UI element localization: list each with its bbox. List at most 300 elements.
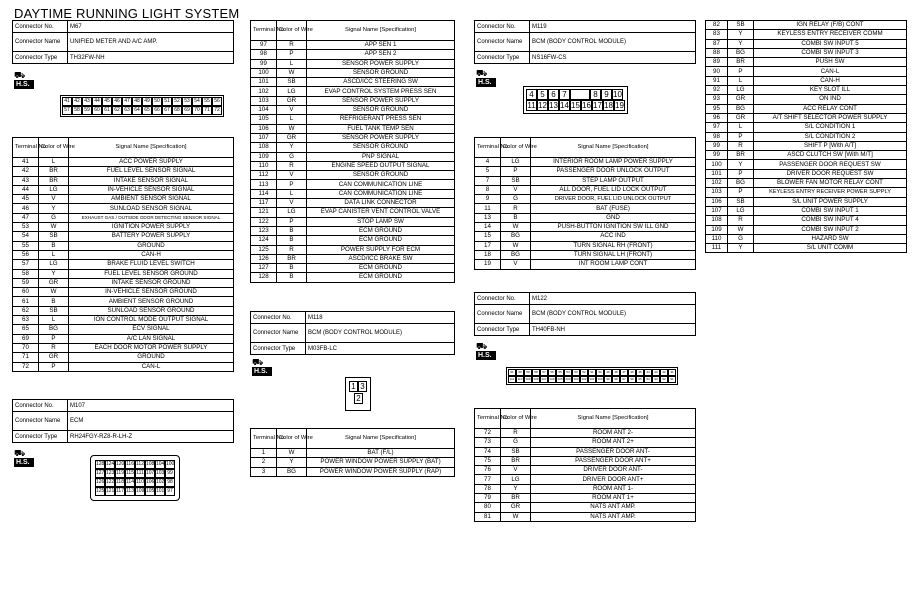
harness-side-icon: ⛟ H.S. <box>14 448 34 470</box>
terminal-cell: 15 <box>475 232 501 241</box>
terminal-cell: 1 <box>251 449 277 458</box>
connector-pin: 48 <box>612 369 620 376</box>
connector-pin: 57 <box>540 369 548 376</box>
terminal-cell: 124 <box>251 236 277 245</box>
terminal-cell: 58 <box>13 269 39 278</box>
table-row <box>706 58 907 67</box>
connector-pin: 47 <box>620 369 628 376</box>
terminal-cell: 73 <box>475 438 501 447</box>
signal-name-cell: DATA LINK CONNECTOR <box>307 199 455 208</box>
ecm-signal-table: Terminal No. Color of Wire Signal Name [Specification] 97 R APP SEN 1 98 P APP SEN 2 99 L SENSOR POWER SUPPLY 100 W SENSOR GROUND 101 SB ASCD/ICC STEERING SW 102 LG EVAP CONTROL SYSTEM PRESS SEN 103 GR SENSOR POWER SUPPLY 104 V SENSOR GROUND 105 L REFRIGERANT PRESS SEN 106 W FUEL TANK TEMP SEN 107 GR SENSOR POWER SUPPLY 108 Y SENSOR GROUND 109 G PNP SIGNAL 110 R ENGINE SPEED OUTPUT SIGNAL 112 V SENSOR GROUND 113 P CAN COMMUNICATION LINE 114 L CAN COMMUNICATION LINE 117 V DATA LINK CONNECTOR 121 LG EVAP CANISTER VENT CONTROL VALVE 122 P STOP LAMP SW 123 B ECM GROUND 124 B ECM GROUND 125 R POWER SUPPLY FOR ECM 126 BR ASCD/ICC BRAKE SW 127 B ECM GROUND 128 B ECM GROUND <box>250 20 455 283</box>
connector-pin: 8 <box>590 89 601 100</box>
terminal-cell: 98 <box>706 132 728 141</box>
terminal-cell: 102 <box>706 179 728 188</box>
m118-pin: 1 <box>349 381 358 392</box>
table-row <box>251 226 455 235</box>
connector-pin: 17 <box>593 101 602 110</box>
terminal-cell: 121 <box>251 208 277 217</box>
pin-key-slot <box>570 89 590 100</box>
terminal-cell: 80 <box>475 503 501 512</box>
signal-name-cell: NATS ANT AMP. <box>531 512 696 521</box>
table-row <box>706 216 907 225</box>
m119-connector-name: BCM (BODY CONTROL MODULE) <box>530 33 696 52</box>
connector-pin: 108 <box>533 377 539 381</box>
table-row <box>251 467 455 476</box>
wire-color-cell: GR <box>501 503 531 512</box>
table-row <box>13 316 234 325</box>
table-row <box>475 250 696 259</box>
connector-pin: 120 <box>116 461 125 467</box>
m122-signal-table-continued <box>705 20 907 253</box>
wire-color-cell: Y <box>277 143 307 152</box>
connector-pin: 66 <box>152 106 162 115</box>
wire-color-cell: Y <box>501 484 531 493</box>
connector-pin: 94 <box>644 376 652 383</box>
terminal-cell: 105 <box>251 115 277 124</box>
terminal-cell: 107 <box>706 206 728 215</box>
connector-pin: 100 <box>597 377 603 381</box>
wire-color-cell: G <box>277 152 307 161</box>
terminal-cell: 125 <box>251 245 277 254</box>
signal-name-cell: EACH DOOR MOTOR POWER SUPPLY <box>69 343 234 352</box>
m107-connector-name: ECM <box>68 412 234 431</box>
wire-color-cell: BG <box>501 250 531 259</box>
signal-name-cell: STEP LAMP OUTPUT <box>531 176 696 185</box>
terminal-cell: 87 <box>706 39 728 48</box>
connector-pin: 109 <box>136 488 145 494</box>
connector-pin: 98 <box>612 376 620 383</box>
signal-name-cell: SHIFT P [With A/T] <box>754 141 907 150</box>
terminal-cell: 101 <box>251 78 277 87</box>
table-row <box>251 133 455 142</box>
table-row <box>706 21 907 30</box>
signal-name-cell: PNP SIGNAL <box>307 152 455 161</box>
terminal-cell: 44 <box>13 185 39 194</box>
wire-color-cell: R <box>501 204 531 213</box>
table-row <box>13 223 234 232</box>
wire-color-cell: R <box>39 343 69 352</box>
signal-name-cell: DRIVER DOOR ANT- <box>531 466 696 475</box>
connector-pin: 52 <box>172 97 182 106</box>
connector-pin: 15 <box>571 101 580 110</box>
signal-name-cell: FUEL LEVEL SENSOR SIGNAL <box>69 167 234 176</box>
m122-connector-name: BCM (BODY CONTROL MODULE) <box>530 305 696 324</box>
m107-connector-no: M107 <box>68 400 234 412</box>
wire-color-cell: SB <box>39 232 69 241</box>
terminal-cell: 108 <box>251 143 277 152</box>
wire-color-cell: BG <box>728 104 754 113</box>
table-row <box>251 50 455 59</box>
terminal-cell: 14 <box>475 223 501 232</box>
signal-name-cell: SENSOR POWER SUPPLY <box>307 133 455 142</box>
table-row <box>13 353 234 362</box>
table-row <box>251 217 455 226</box>
m118-connector-info: Connector No. M118 Connector Name BCM (BODY CONTROL MODULE) Connector Type M03FB-LC <box>250 311 455 355</box>
signal-name-cell: S/L UNIT POWER SUPPLY <box>754 197 907 206</box>
signal-name-cell: SENSOR POWER SUPPLY <box>307 59 455 68</box>
table-row <box>475 447 696 456</box>
terminal-cell: 46 <box>13 204 39 213</box>
terminal-cell: 77 <box>475 475 501 484</box>
connector-pin: 102 <box>156 479 165 485</box>
connector-pin: 44 <box>92 97 102 106</box>
terminal-cell: 114 <box>251 189 277 198</box>
signal-name-cell: SENSOR GROUND <box>307 68 455 77</box>
connector-pin: 116 <box>126 461 134 467</box>
table-row <box>475 494 696 503</box>
m67-connector-name: UNIFIED METER AND A/C AMP. <box>68 33 234 52</box>
wire-color-cell: LG <box>277 87 307 96</box>
harness-side-icon: ⛟ H.S. <box>476 341 496 363</box>
connector-pin: 91 <box>668 376 676 383</box>
terminal-cell: 111 <box>706 244 728 253</box>
signal-name-cell: SUNLOAD SENSOR SIGNAL <box>69 204 234 213</box>
table-row <box>475 158 696 167</box>
table-row <box>475 475 696 484</box>
wire-color-cell: W <box>501 512 531 521</box>
connector-pin: 65 <box>142 106 152 115</box>
m107-connector-info: Connector No. M107 Connector Name ECM Connector Type RH24FGY-RZ8-R-LH-Z <box>12 399 234 443</box>
terminal-cell: 97 <box>251 41 277 50</box>
terminal-cell: 83 <box>706 30 728 39</box>
terminal-cell: 100 <box>251 68 277 77</box>
connector-pin: 105 <box>557 377 563 381</box>
terminal-cell: 101 <box>706 169 728 178</box>
terminal-cell: 13 <box>475 213 501 222</box>
table-row <box>251 68 455 77</box>
connector-pin: 47 <box>122 97 132 106</box>
table-row <box>13 250 234 259</box>
signal-name-cell: TURN SIGNAL RH (FRONT) <box>531 241 696 250</box>
connector-pin: 61 <box>102 106 112 115</box>
wire-color-cell: GR <box>277 133 307 142</box>
wire-color-cell: L <box>728 76 754 85</box>
wire-color-cell: B <box>277 273 307 282</box>
terminal-cell: 59 <box>13 278 39 287</box>
m118-signal-table: Terminal No. Color of Wire Signal Name [Specification] 1 W BAT (F/L) 2 Y POWER WINDOW POWER SUPPLY (BAT) 3 BG POWER WINDOW POWER SUPPLY (RAP) <box>250 428 455 477</box>
table-row <box>706 104 907 113</box>
connector-pin: 43 <box>82 97 92 106</box>
terminal-cell: 110 <box>706 234 728 243</box>
connector-pin: 111 <box>136 470 144 476</box>
terminal-cell: 108 <box>706 216 728 225</box>
connector-pin: 99 <box>604 376 612 383</box>
connector-pin: 123 <box>106 470 115 476</box>
signal-name-cell: KEY SLOT ILL <box>754 86 907 95</box>
terminal-cell: 128 <box>251 273 277 282</box>
table-row <box>251 254 455 263</box>
table-row <box>251 152 455 161</box>
signal-name-cell: DRIVER DOOR, FUEL LID UNLOCK OUTPUT <box>531 195 696 204</box>
connector-pin: 104 <box>565 377 571 381</box>
terminal-cell: 18 <box>475 250 501 259</box>
table-row <box>706 160 907 169</box>
table-row <box>251 59 455 68</box>
m107-connector-type: RH24FGY-RZ8-R-LH-Z <box>68 431 234 443</box>
terminal-cell: 104 <box>251 106 277 115</box>
wire-color-cell: W <box>501 241 531 250</box>
table-row <box>706 123 907 132</box>
table-row <box>13 204 234 213</box>
connector-pin: 16 <box>582 101 591 110</box>
m122-signal-table: Terminal No. Color of Wire Signal Name [Specification] 72 R ROOM ANT 2- 73 G ROOM ANT 2+ 74 SB PASSENGER DOOR ANT- 75 BR PASSENGER DOOR ANT+ 76 V DRIVER DOOR ANT- 77 LG DRIVER DOOR ANT+ 78 Y ROOM ANT 1- 79 BR ROOM ANT 1+ 80 GR NATS ANT AMP. 81 W NATS ANT AMP. <box>474 408 696 522</box>
m67-connector-info: Connector No. M67 Connector Name UNIFIED METER AND A/C AMP. Connector Type TH32FW-NH <box>12 20 234 64</box>
harness-side-icon: ⛟ H.S. <box>252 357 272 379</box>
table-row <box>706 234 907 243</box>
wire-color-cell: V <box>501 185 531 194</box>
connector-pin: 53 <box>572 369 580 376</box>
wire-color-cell: W <box>39 288 69 297</box>
table-row <box>251 78 455 87</box>
table-row <box>13 269 234 278</box>
harness-side-icon: ⛟ H.S. <box>14 70 34 92</box>
terminal-cell: 57 <box>13 260 39 269</box>
wire-color-cell: B <box>501 213 531 222</box>
signal-name-cell: FUEL TANK TEMP SEN <box>307 124 455 133</box>
table-row <box>475 185 696 194</box>
wire-color-cell: P <box>277 217 307 226</box>
wire-color-cell: W <box>277 449 307 458</box>
terminal-cell: 17 <box>475 241 501 250</box>
signal-name-cell: IN-VEHICLE SENSOR SIGNAL <box>69 185 234 194</box>
connector-pin: 61 <box>508 369 516 376</box>
table-row <box>13 241 234 250</box>
terminal-cell: 117 <box>251 199 277 208</box>
terminal-cell: 78 <box>475 484 501 493</box>
wire-color-cell: R <box>277 245 307 254</box>
connector-pin: 70 <box>192 106 202 115</box>
terminal-cell: 47 <box>13 213 39 222</box>
signal-name-cell: ACC RELAY CONT <box>754 104 907 113</box>
terminal-cell: 99 <box>251 59 277 68</box>
signal-name-cell: ECV SIGNAL <box>69 325 234 334</box>
wire-color-cell: LG <box>501 475 531 484</box>
connector-pin: 101 <box>589 377 595 381</box>
signal-name-cell: CAN COMMUNICATION LINE <box>307 189 455 198</box>
signal-name-cell: COMBI SW INPUT 3 <box>754 48 907 57</box>
wire-color-cell: GR <box>728 95 754 104</box>
wire-color-cell: R <box>501 429 531 438</box>
signal-name-cell: ROOM ANT 1- <box>531 484 696 493</box>
terminal-cell: 8 <box>475 185 501 194</box>
signal-name-cell: IN-VEHICLE SENSOR GROUND <box>69 288 234 297</box>
connector-pin: 103 <box>156 470 165 476</box>
terminal-cell: 69 <box>13 334 39 343</box>
m118-pin: 2 <box>354 393 363 404</box>
terminal-cell: 98 <box>251 50 277 59</box>
signal-name-cell: GND <box>531 213 696 222</box>
m67-signal-table: Terminal No. Color of Wire Signal Name [Specification] 41 L ACC POWER SUPPLY 42 BR FUEL LEVEL SENSOR SIGNAL 43 BR INTAKE SENSOR SIGNAL 44 LG IN-VEHICLE SENSOR SIGNAL 45 V AMBIENT SENSOR SIGNAL 46 Y SUNLOAD SENSOR SIGNAL 47 G EXHAUST GAS / OUTSIDE ODOR DETECTING SENSOR SIGNAL 53 W IGNITION POWER SUPPLY 54 SB BATTERY POWER SUPPLY 55 B GROUND 56 L CAN-H 57 LG BRAKE FLUID LEVEL SWITCH 58 Y FUEL LEVEL SENSOR GROUND 59 GR INTAKE SENSOR GROUND 60 W IN-VEHICLE SENSOR GROUND 61 B AMBIENT SENSOR GROUND 62 SB SUNLOAD SENSOR GROUND 63 L ION CONTROL MODE OUTPUT SIGNAL 65 BG ECV SIGNAL 69 P A/C LAN SIGNAL 70 R EACH DOOR MOTOR POWER SUPPLY 71 GR GROUND 72 P CAN-L <box>12 137 234 372</box>
connector-pin: 46 <box>112 97 122 106</box>
table-row <box>13 297 234 306</box>
terminal-cell: 75 <box>475 456 501 465</box>
terminal-cell: 126 <box>251 254 277 263</box>
terminal-cell: 97 <box>706 123 728 132</box>
connector-pin: 53 <box>182 97 192 106</box>
connector-pin: 5 <box>537 89 548 100</box>
wire-color-cell: SB <box>728 197 754 206</box>
terminal-cell: 42 <box>13 167 39 176</box>
connector-pin: 107 <box>146 470 155 476</box>
connector-pin: 98 <box>165 478 175 487</box>
table-row <box>13 232 234 241</box>
wire-color-cell: W <box>39 223 69 232</box>
connector-pin: 51 <box>162 97 172 106</box>
table-row <box>475 438 696 447</box>
wire-color-cell: V <box>277 171 307 180</box>
signal-name-cell: ENGINE SPEED OUTPUT SIGNAL <box>307 161 455 170</box>
wire-color-cell: BR <box>39 176 69 185</box>
wire-color-cell: BG <box>501 232 531 241</box>
signal-name-cell: BRAKE FLUID LEVEL SWITCH <box>69 260 234 269</box>
wire-color-cell: Y <box>39 204 69 213</box>
table-row <box>251 171 455 180</box>
signal-name-cell: IGN RELAY (F/B) CONT <box>754 21 907 30</box>
terminal-cell: 99 <box>706 141 728 150</box>
table-row <box>13 167 234 176</box>
terminal-cell: 99 <box>706 151 728 160</box>
table-row <box>706 86 907 95</box>
signal-name-cell: DRIVER DOOR REQUEST SW <box>754 169 907 178</box>
signal-name-cell: PASSENGER DOOR ANT- <box>531 447 696 456</box>
wire-color-cell: G <box>501 195 531 204</box>
connector-pin: 117 <box>116 488 124 494</box>
signal-name-cell: PUSH-BUTTON IGNITION SW ILL GND <box>531 223 696 232</box>
terminal-cell: 88 <box>706 48 728 57</box>
terminal-cell: 9 <box>475 195 501 204</box>
table-row <box>251 189 455 198</box>
connector-pin: 55 <box>556 369 564 376</box>
table-row <box>13 260 234 269</box>
terminal-cell: 2 <box>251 458 277 467</box>
connector-pin: 58 <box>72 106 82 115</box>
wire-color-cell: V <box>501 260 531 269</box>
signal-name-cell: CAN-L <box>754 67 907 76</box>
table-row <box>13 278 234 287</box>
signal-name-cell: SENSOR GROUND <box>307 143 455 152</box>
table-row <box>706 206 907 215</box>
terminal-cell: 11 <box>475 204 501 213</box>
wire-color-cell: Y <box>39 269 69 278</box>
wire-color-cell: W <box>277 124 307 133</box>
signal-name-cell: S/L CONDITION 2 <box>754 132 907 141</box>
connector-pin: 54 <box>192 97 202 106</box>
wire-color-cell: SB <box>501 176 531 185</box>
wire-color-cell: SB <box>501 447 531 456</box>
wire-color-cell: L <box>39 316 69 325</box>
m118-connector-type: M03FB-LC <box>306 343 455 355</box>
signal-name-cell: KEYLESS ENTRY RECEIVER POWER SUPPLY <box>754 188 907 197</box>
signal-name-cell: A/T SHIFT SELECTOR POWER SUPPLY <box>754 113 907 122</box>
connector-pin: 119 <box>116 470 124 476</box>
signal-name-cell: AMBIENT SENSOR GROUND <box>69 297 234 306</box>
m107-connector-face <box>90 455 180 501</box>
connector-pin: 124 <box>106 461 115 467</box>
terminal-cell: 53 <box>13 223 39 232</box>
table-row <box>251 449 455 458</box>
table-row <box>251 41 455 50</box>
table-row <box>475 512 696 521</box>
table-row <box>251 264 455 273</box>
wire-color-cell: G <box>501 438 531 447</box>
table-row <box>13 158 234 167</box>
terminal-cell: 7 <box>475 176 501 185</box>
connector-pin: 107 <box>541 377 547 381</box>
terminal-cell: 93 <box>706 95 728 104</box>
harness-side-icon: ⛟ H.S. <box>476 68 496 90</box>
wire-color-cell: Y <box>728 30 754 39</box>
terminal-cell: 110 <box>251 161 277 170</box>
wire-color-cell: BG <box>728 179 754 188</box>
signal-name-cell: SENSOR GROUND <box>307 171 455 180</box>
connector-pin: 52 <box>580 369 588 376</box>
table-row <box>475 204 696 213</box>
terminal-cell: 65 <box>13 325 39 334</box>
signal-name-cell: PASSENGER DOOR REQUEST SW <box>754 160 907 169</box>
connector-pin: 106 <box>146 479 155 485</box>
wire-color-cell: L <box>277 115 307 124</box>
connector-pin: 100 <box>166 461 175 467</box>
connector-pin: 103 <box>573 377 579 381</box>
connector-pin: 42 <box>72 97 82 106</box>
connector-pin: 104 <box>156 461 165 467</box>
wire-color-cell: GR <box>39 353 69 362</box>
connector-pin: 6 <box>548 89 559 100</box>
terminal-cell: 60 <box>13 288 39 297</box>
signal-name-cell: KEYLESS ENTRY RECEIVER COMM <box>754 30 907 39</box>
connector-pin: 41 <box>668 369 676 376</box>
m118-connector-no: M118 <box>306 312 455 324</box>
signal-name-cell: ALL DOOR, FUEL LID LOCK OUTPUT <box>531 185 696 194</box>
table-row <box>475 167 696 176</box>
signal-name-cell: CAN-L <box>69 362 234 371</box>
signal-name-cell: ON IND <box>754 95 907 104</box>
terminal-cell: 112 <box>251 171 277 180</box>
connector-pin: 96 <box>628 376 636 383</box>
wire-color-cell: B <box>277 236 307 245</box>
signal-name-cell: ASCD CLUTCH SW [With M/T] <box>754 151 907 160</box>
connector-pin: 125 <box>96 488 105 494</box>
table-row <box>251 245 455 254</box>
wire-color-cell: BR <box>501 494 531 503</box>
terminal-cell: 61 <box>13 297 39 306</box>
signal-name-cell: ACC IND <box>531 232 696 241</box>
signal-name-cell: TURN SIGNAL LH (FRONT) <box>531 250 696 259</box>
m122-connector-info: Connector No. M122 Connector Name BCM (BODY CONTROL MODULE) Connector Type TH40FB-NH <box>474 292 696 336</box>
wire-color-cell: P <box>728 188 754 197</box>
wire-color-cell: B <box>277 264 307 273</box>
wire-color-cell: Y <box>277 458 307 467</box>
terminal-cell: 3 <box>251 467 277 476</box>
signal-name-cell: PASSENGER DOOR UNLOCK OUTPUT <box>531 167 696 176</box>
table-row <box>475 195 696 204</box>
terminal-cell: 70 <box>13 343 39 352</box>
signal-name-cell: SUNLOAD SENSOR GROUND <box>69 306 234 315</box>
terminal-cell: 100 <box>706 160 728 169</box>
signal-name-cell: SENSOR GROUND <box>307 106 455 115</box>
connector-pin: 127 <box>96 470 105 476</box>
m119-signal-table: Terminal No. Color of Wire Signal Name [Specification] 4 LG INTERIOR ROOM LAMP POWER SUPPLY 5 P PASSENGER DOOR UNLOCK OUTPUT 7 SB STEP LAMP OUTPUT 8 V ALL DOOR, FUEL LID LOCK OUTPUT 9 G DRIVER DOOR, FUEL LID UNLOCK OUTPUT 11 R BAT (FUSE) 13 B GND 14 W PUSH-BUTTON IGNITION SW ILL GND 15 BG ACC IND 17 W TURN SIGNAL RH (FRONT) 18 BG TURN SIGNAL LH (FRONT) 19 V INT ROOM LAMP CONT <box>474 137 696 270</box>
wire-color-cell: SB <box>277 78 307 87</box>
table-row <box>13 325 234 334</box>
connector-pin: 118 <box>116 479 124 485</box>
connector-pin: 45 <box>636 369 644 376</box>
signal-name-cell: PASSENGER DOOR ANT+ <box>531 456 696 465</box>
connector-pin: 14 <box>560 101 569 110</box>
wire-color-cell: L <box>277 189 307 198</box>
connector-pin: 49 <box>142 97 152 106</box>
table-row <box>706 39 907 48</box>
